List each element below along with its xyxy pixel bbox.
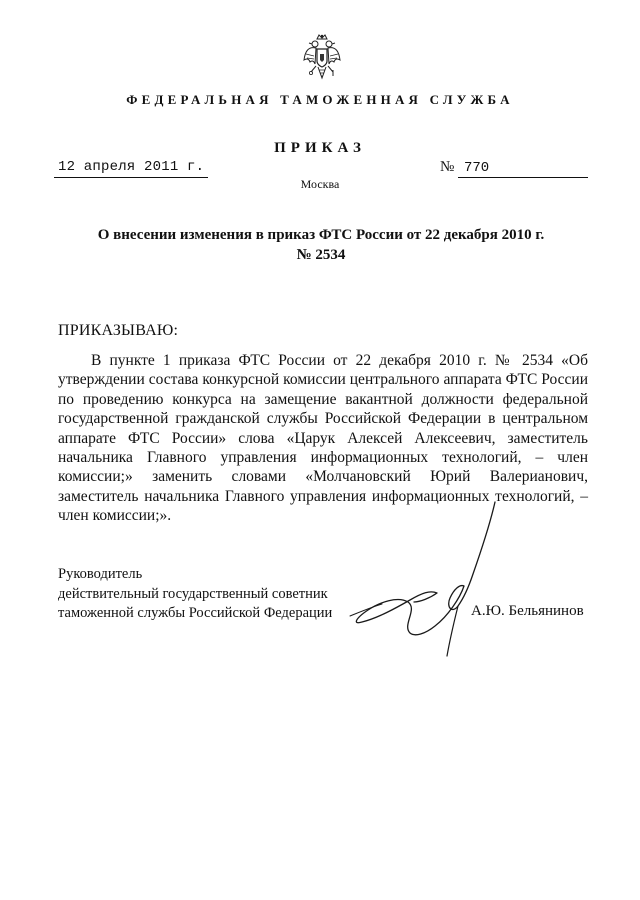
signer-title-line-2: действительный государственный советник [58, 585, 328, 602]
number-sign: № [440, 159, 455, 175]
document-date: 12 апреля 2011 г. [58, 159, 205, 175]
signer-title [58, 565, 332, 624]
document-city: Москва [300, 177, 340, 191]
signer-name: А.Ю. Бельянинов [471, 603, 584, 619]
document-type: ПРИКАЗ [274, 140, 366, 156]
document-subject [96, 225, 546, 265]
subject-line-1: О внесении изменения в приказ ФТС России от 22 декабря 2010 г. [97, 227, 545, 243]
order-word: ПРИКАЗЫВАЮ: [58, 322, 179, 339]
document-number: 770 [464, 160, 490, 176]
signer-title-line-3: таможенной службы Российской Федерации [58, 605, 333, 621]
body-paragraph: В пункте 1 приказа ФТС России от 22 декабря 2010 г. № 2534 «Об утверждении состава конкурсной комиссии центрального аппарата ФТС России по проведению конкурса на замещение вакантной должности федеральной государственной гражданской службы Российской Федерации в центральном аппарате ФТС России» слова «Царук Алексей Алексеевич, заместитель начальника Главного управления информационных технологий, – член комиссии;» заменить словами «Молчановский Юрий Валерианович, заместитель начальника Главного управления информационных технологий, – член комиссии;». [58, 352, 588, 525]
handwritten-signature-icon [330, 494, 500, 660]
signer-title-line-1: Руководитель [58, 566, 143, 582]
subject-line-2: № 2534 [296, 247, 346, 263]
agency-name: ФЕДЕРАЛЬНАЯ ТАМОЖЕННАЯ СЛУЖБА [126, 92, 514, 107]
coat-of-arms-icon [302, 34, 342, 84]
